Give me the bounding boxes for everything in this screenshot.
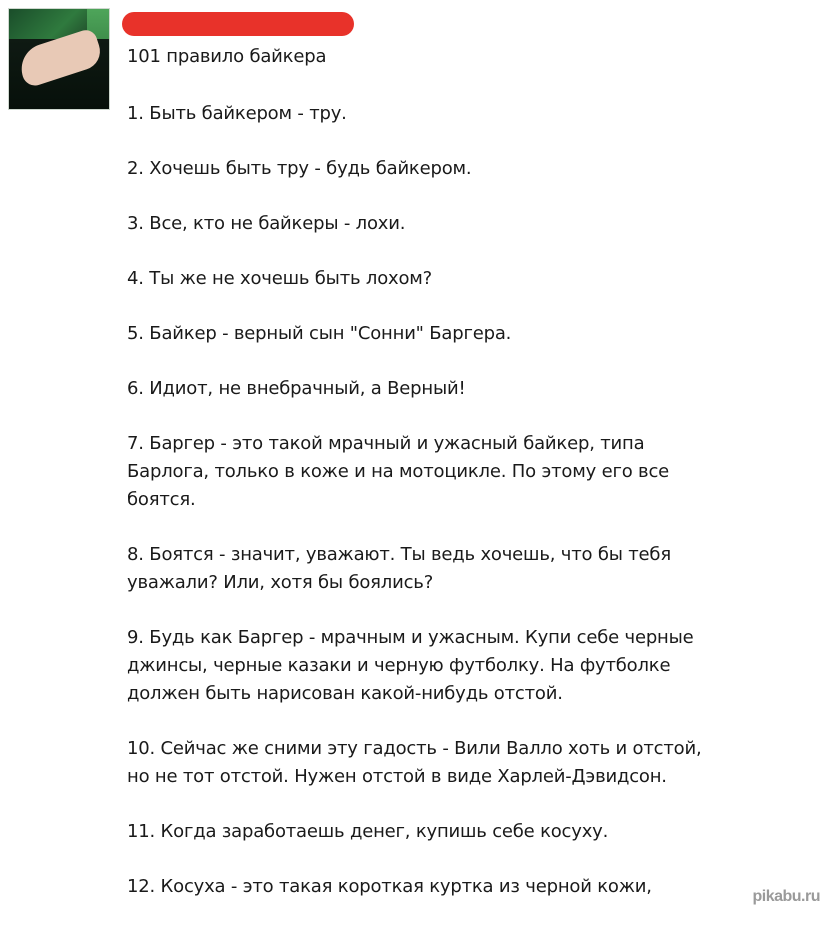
- rule-item: 9. Будь как Баргер - мрачным и ужасным. Купи себе черные джинсы, черные казаки и черную футболку. На футболке должен быть нарисован какой-нибудь отстой.: [127, 627, 694, 704]
- rule-item: 7. Баргер - это такой мрачный и ужасный байкер, типа Барлога, только в коже и на мотоцикле. По этому его все боятся.: [127, 433, 670, 510]
- rule-item: 3. Все, кто не байкеры - лохи.: [127, 213, 406, 234]
- user-avatar[interactable]: [8, 8, 110, 110]
- rule-item: 6. Идиот, не внебрачный, а Верный!: [127, 378, 466, 399]
- rule-item: 11. Когда заработаешь денег, купишь себе косуху.: [127, 821, 609, 842]
- rule-item: 12. Косуха - это такая короткая куртка из черной кожи,: [127, 876, 652, 897]
- rule-item: 10. Сейчас же сними эту гадость - Вили Валло хоть и отстой, но не тот отстой. Нужен отстой в виде Харлей-Дэвидсон.: [127, 738, 702, 787]
- pikabu-watermark: pikabu.ru: [752, 888, 820, 905]
- rule-item: 2. Хочешь быть тру - будь байкером.: [127, 158, 472, 179]
- post-title: 101 правило байкера: [127, 46, 327, 67]
- rule-item: 4. Ты же не хочешь быть лохом?: [127, 268, 433, 289]
- redacted-author-name: [122, 12, 354, 36]
- rule-item: 8. Боятся - значит, уважают. Ты ведь хочешь, что бы тебя уважали? Или, хотя бы боялись?: [127, 544, 671, 593]
- rule-item: 5. Байкер - верный сын "Сонни" Баргера.: [127, 323, 512, 344]
- rules-list: [127, 100, 767, 928]
- rule-item: 1. Быть байкером - тру.: [127, 103, 347, 124]
